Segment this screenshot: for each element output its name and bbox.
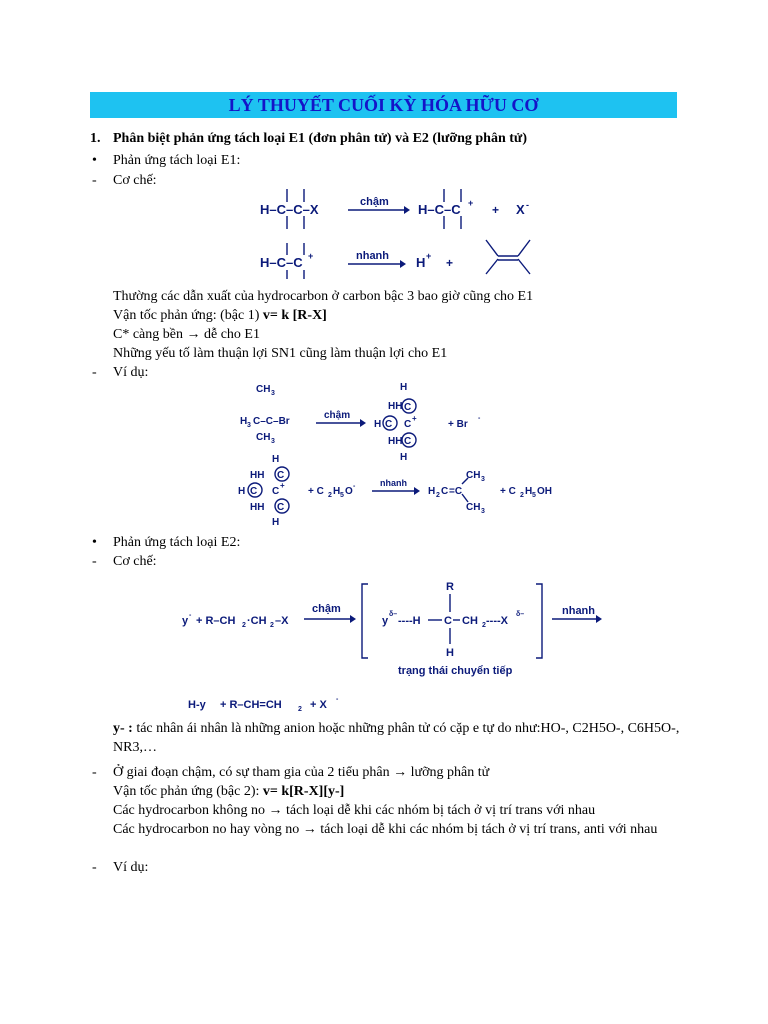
- e1-r1-product: H–C–C: [418, 202, 461, 217]
- e1-r1-reactant: H–C–C–X: [260, 202, 319, 217]
- arrow-head-icon: [350, 615, 356, 623]
- svg-text:H: H: [428, 486, 436, 497]
- svg-text:3: 3: [481, 508, 485, 515]
- e1-rate-formula: v= k [R-X]: [262, 308, 327, 323]
- e2-slow-step: Ở giai đoạn chậm, có sự tham gia của 2 tiểu phân → lưỡng phân tử: [113, 765, 490, 780]
- svg-text:C: C: [385, 419, 393, 430]
- bullet-e1: •: [92, 153, 97, 168]
- svg-text:+ R–CH: + R–CH: [196, 615, 236, 627]
- svg-text:C: C: [277, 470, 285, 481]
- e1-r2-plus: +: [446, 256, 454, 270]
- e2-rate-prefix: Vận tốc phản ứng (bậc 2):: [113, 784, 263, 799]
- svg-text:3: 3: [247, 422, 251, 429]
- svg-text:C–C–Br: C–C–Br: [253, 416, 290, 427]
- e1-note-2: C* càng bền → dễ cho E1: [113, 327, 260, 342]
- svg-text:O: O: [345, 486, 353, 497]
- svg-text:----X: ----X: [486, 615, 508, 627]
- svg-text:R: R: [446, 581, 454, 593]
- svg-text:HH: HH: [250, 502, 265, 513]
- svg-text:C: C: [277, 502, 285, 513]
- e2-mechanism-scheme: [180, 576, 620, 712]
- svg-text:-: -: [189, 612, 192, 619]
- svg-text:H: H: [272, 517, 280, 528]
- svg-text:2: 2: [298, 706, 302, 712]
- arrow-head-icon: [414, 487, 420, 495]
- svg-text:nhanh: nhanh: [380, 478, 407, 488]
- svg-text:nhanh: nhanh: [562, 605, 595, 617]
- e2-rate: [113, 782, 344, 801]
- e1-intro: Phản ứng tách loại E1:: [113, 153, 241, 168]
- e1-mechanism-label: Cơ chế:: [113, 173, 157, 188]
- svg-text:H: H: [333, 486, 341, 497]
- e2-mechanism-label: Cơ chế:: [113, 554, 157, 569]
- charge-plus: +: [426, 251, 432, 261]
- arrow-head-icon: [360, 419, 366, 427]
- dash-e1-example: -: [92, 365, 97, 380]
- svg-text:C: C: [404, 419, 412, 430]
- nucleophile-text: tác nhân ái nhân là những anion hoặc những phân tử có cặp e tự do như:HO-, C2H5O-, C6H5O-, NR3,…: [113, 721, 680, 755]
- e2-note-1: Các hydrocarbon không no → tách loại dễ khi các nhóm bị tách ở vị trí trans với nhau: [113, 803, 596, 818]
- svg-text:H-y: H-y: [188, 699, 206, 711]
- svg-text:2: 2: [436, 492, 440, 499]
- svg-text:5: 5: [340, 492, 344, 499]
- svg-text:H: H: [446, 647, 454, 659]
- svg-text:CH: CH: [466, 502, 481, 513]
- e1-note-1: Thường các dẫn xuất của hydrocarbon ở carbon bậc 3 bao giờ cũng cho E1: [113, 289, 534, 304]
- charge-minus: -: [526, 200, 529, 210]
- svg-text:δ–: δ–: [389, 611, 398, 618]
- e2-note-2: Các hydrocarbon no hay vòng no → tách loại dễ khi các nhóm bị tách ở vị trí trans, anti với nhau: [113, 822, 658, 837]
- svg-text:-: -: [353, 483, 356, 490]
- bracket-left: [362, 584, 368, 658]
- charge-plus: +: [308, 251, 314, 261]
- svg-text:OH: OH: [537, 486, 552, 497]
- svg-text:3: 3: [271, 390, 275, 397]
- svg-text:H: H: [525, 486, 533, 497]
- e2-rate-formula: v= k[R-X][y-]: [262, 784, 345, 799]
- e1-mechanism-scheme: [250, 180, 540, 280]
- svg-text:C: C: [444, 615, 452, 627]
- arrow-head-icon: [404, 206, 410, 214]
- e1-r1-leaving: X: [516, 202, 525, 217]
- dash-e2-mech: -: [92, 554, 97, 569]
- bracket-right: [536, 584, 542, 658]
- svg-text:----H: ----H: [398, 615, 421, 627]
- svg-text:CH: CH: [256, 384, 271, 395]
- svg-text:5: 5: [532, 492, 536, 499]
- e1-r2-product: H: [416, 255, 426, 270]
- svg-text:-: -: [478, 415, 481, 422]
- svg-text:HH: HH: [388, 436, 403, 447]
- svg-text:HH: HH: [250, 470, 265, 481]
- carbocation-structure: [374, 382, 417, 463]
- e2-nucleophile-note: [113, 719, 683, 757]
- svg-text:+: +: [412, 414, 417, 423]
- svg-text:chậm: chậm: [324, 410, 351, 421]
- arrow-head-icon: [596, 615, 602, 623]
- svg-text:2: 2: [328, 492, 332, 499]
- svg-text:3: 3: [271, 438, 275, 445]
- svg-text:CH: CH: [466, 470, 481, 481]
- svg-text:H: H: [238, 486, 246, 497]
- svg-text:C: C: [404, 436, 412, 447]
- e1-rate-prefix: Vận tốc phản ứng: (bậc 1): [113, 308, 263, 323]
- svg-text:HH: HH: [388, 401, 403, 412]
- nucleophile-label: y- :: [113, 721, 137, 736]
- svg-text:H: H: [240, 416, 248, 427]
- svg-text:chậm: chậm: [312, 603, 341, 615]
- svg-text:C: C: [441, 486, 449, 497]
- svg-text:+ X: + X: [310, 699, 327, 711]
- svg-text:δ–: δ–: [516, 611, 525, 618]
- svg-text:H: H: [400, 382, 408, 393]
- bullet-e2: •: [92, 535, 97, 550]
- e1-r2-arrow-label: nhanh: [356, 250, 389, 262]
- svg-text:C: C: [250, 486, 258, 497]
- dash-e2-example: -: [92, 860, 97, 875]
- svg-text:2: 2: [242, 622, 246, 629]
- svg-text:–X: –X: [275, 615, 289, 627]
- page-title: LÝ THUYẾT CUỐI KỲ HÓA HỮU CƠ: [228, 95, 539, 115]
- carbocation-structure-2: [238, 454, 289, 528]
- transition-state-label: trạng thái chuyển tiếp: [398, 665, 513, 677]
- dash-e1-mech: -: [92, 173, 97, 188]
- e2-intro: Phản ứng tách loại E2:: [113, 535, 241, 550]
- svg-text:H: H: [400, 452, 408, 463]
- svg-text:+ C: + C: [500, 486, 516, 497]
- alkene-skeleton-icon: [486, 240, 530, 274]
- svg-text:-: -: [336, 696, 339, 703]
- e1-example-scheme: [238, 382, 578, 530]
- e1-r2-reactant: H–C–C: [260, 255, 303, 270]
- e1-r1-arrow-label: chậm: [360, 196, 389, 208]
- svg-text:+: +: [280, 481, 285, 490]
- svg-text:H: H: [374, 419, 382, 430]
- svg-text:2: 2: [482, 622, 486, 629]
- svg-text:y: y: [382, 615, 389, 627]
- svg-text:2: 2: [270, 622, 274, 629]
- svg-text:CH: CH: [256, 432, 271, 443]
- e1-rate: [113, 306, 327, 325]
- svg-text:·CH: ·CH: [247, 615, 267, 627]
- dash-e2-slow: -: [92, 765, 97, 780]
- svg-text:H: H: [272, 454, 280, 465]
- svg-text:C: C: [404, 402, 412, 413]
- svg-text:+ C: + C: [308, 486, 324, 497]
- svg-text:=C: =C: [449, 486, 463, 497]
- e1-r1-plus: +: [492, 203, 500, 217]
- e1-example-label: Ví dụ:: [113, 365, 149, 380]
- svg-text:3: 3: [481, 476, 485, 483]
- svg-text:C: C: [272, 486, 280, 497]
- charge-plus: +: [468, 198, 474, 208]
- svg-text:y: y: [182, 615, 189, 627]
- svg-text:2: 2: [520, 492, 524, 499]
- arrow-head-icon: [400, 260, 406, 268]
- svg-text:+ Br: + Br: [448, 419, 468, 430]
- section-heading: Phân biệt phản ứng tách loại E1 (đơn phân tử) và E2 (lưỡng phân tử): [113, 131, 527, 146]
- e1-note-3: Những yếu tố làm thuận lợi SN1 cũng làm thuận lợi cho E1: [113, 346, 448, 361]
- svg-text:CH: CH: [462, 615, 478, 627]
- svg-text:+ R–CH=CH: + R–CH=CH: [220, 699, 282, 711]
- e2-example-label: Ví dụ:: [113, 860, 149, 875]
- section-number: 1.: [90, 131, 101, 146]
